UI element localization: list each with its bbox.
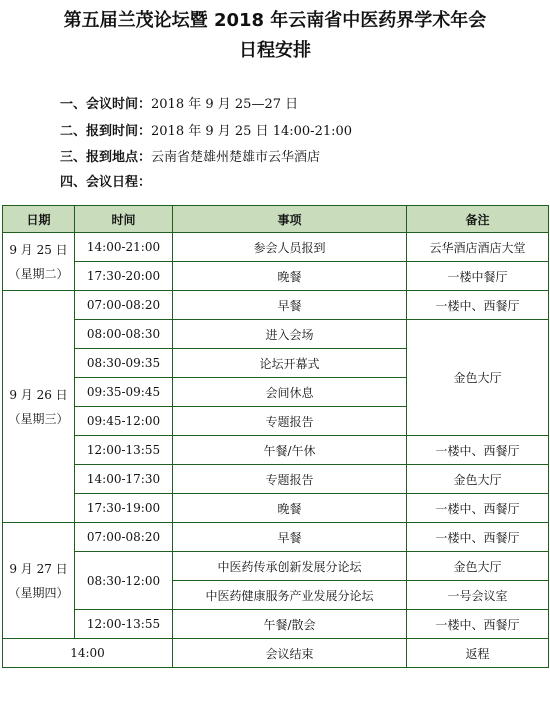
weekday-label: （星期四）	[8, 585, 69, 600]
date-cell	[3, 523, 75, 639]
info-value: 云南省楚雄州楚雄市云华酒店	[151, 150, 321, 165]
table-row	[3, 320, 549, 349]
info-label: 一、会议时间：	[60, 97, 152, 112]
item-cell: 进入会场	[173, 320, 407, 349]
schedule-table	[2, 205, 549, 668]
date-label: 9 月 27 日	[9, 561, 68, 576]
header-item: 事项	[173, 206, 407, 233]
table-row	[3, 465, 549, 494]
time-cell: 17:30-20:00	[75, 262, 173, 291]
item-cell: 早餐	[173, 291, 407, 320]
note-cell: 一楼中、西餐厅	[407, 523, 549, 552]
time-cell: 09:45-12:00	[75, 407, 173, 436]
table-row	[3, 552, 549, 581]
table-row	[3, 291, 549, 320]
item-cell: 参会人员报到	[173, 233, 407, 262]
header-note: 备注	[407, 206, 549, 233]
note-cell: 金色大厅	[407, 552, 549, 581]
time-cell: 12:00-13:55	[75, 436, 173, 465]
table-row	[3, 436, 549, 465]
item-cell: 晚餐	[173, 262, 407, 291]
item-cell: 中医药传承创新发展分论坛	[173, 552, 407, 581]
note-cell: 一楼中、西餐厅	[407, 436, 549, 465]
note-cell: 返程	[407, 639, 549, 668]
info-schedule-heading	[60, 175, 151, 191]
time-cell: 07:00-08:20	[75, 523, 173, 552]
info-label: 三、报到地点：	[60, 150, 152, 165]
document-subtitle: 日程安排	[239, 40, 311, 61]
date-label: 9 月 26 日	[9, 387, 68, 402]
table-row	[3, 262, 549, 291]
table-row	[3, 523, 549, 552]
note-cell: 一楼中、西餐厅	[407, 610, 549, 639]
date-cell	[3, 291, 75, 523]
document-title: 第五届兰茂论坛暨 2018 年云南省中医药界学术年会	[63, 10, 487, 31]
note-cell: 云华酒店酒店大堂	[407, 233, 549, 262]
info-registration-time	[60, 124, 352, 140]
note-cell: 金色大厅	[407, 320, 549, 436]
time-cell: 14:00-21:00	[75, 233, 173, 262]
item-cell: 专题报告	[173, 407, 407, 436]
time-cell: 07:00-08:20	[75, 291, 173, 320]
item-cell: 晚餐	[173, 494, 407, 523]
table-row	[3, 639, 549, 668]
item-cell: 会间休息	[173, 378, 407, 407]
note-cell: 一楼中、西餐厅	[407, 291, 549, 320]
item-cell: 专题报告	[173, 465, 407, 494]
time-cell: 17:30-19:00	[75, 494, 173, 523]
time-cell: 08:30-12:00	[75, 552, 173, 610]
table-row	[3, 494, 549, 523]
weekday-label: （星期三）	[8, 411, 69, 426]
info-value: 2018 年 9 月 25 日 14:00-21:00	[151, 124, 353, 139]
note-cell: 金色大厅	[407, 465, 549, 494]
item-cell: 中医药健康服务产业发展分论坛	[173, 581, 407, 610]
time-cell: 14:00-17:30	[75, 465, 173, 494]
time-cell: 08:00-08:30	[75, 320, 173, 349]
info-value: 2018 年 9 月 25—27 日	[151, 97, 299, 112]
info-meeting-time	[60, 97, 298, 113]
info-registration-place	[60, 150, 320, 166]
item-cell: 会议结束	[173, 639, 407, 668]
date-cell	[3, 233, 75, 291]
table-header-row	[3, 206, 549, 233]
time-cell: 14:00	[3, 639, 173, 668]
note-cell: 一号会议室	[407, 581, 549, 610]
note-cell: 一楼中餐厅	[407, 262, 549, 291]
item-cell: 午餐/午休	[173, 436, 407, 465]
table-row	[3, 233, 549, 262]
time-cell: 12:00-13:55	[75, 610, 173, 639]
info-label: 二、报到时间：	[60, 124, 152, 139]
item-cell: 午餐/散会	[173, 610, 407, 639]
item-cell: 早餐	[173, 523, 407, 552]
table-row	[3, 610, 549, 639]
header-time: 时间	[75, 206, 173, 233]
weekday-label: （星期二）	[8, 266, 69, 281]
item-cell: 论坛开幕式	[173, 349, 407, 378]
time-cell: 09:35-09:45	[75, 378, 173, 407]
time-cell: 08:30-09:35	[75, 349, 173, 378]
note-cell: 一楼中、西餐厅	[407, 494, 549, 523]
header-date: 日期	[3, 206, 75, 233]
date-label: 9 月 25 日	[9, 242, 68, 257]
info-label: 四、会议日程：	[60, 175, 152, 190]
